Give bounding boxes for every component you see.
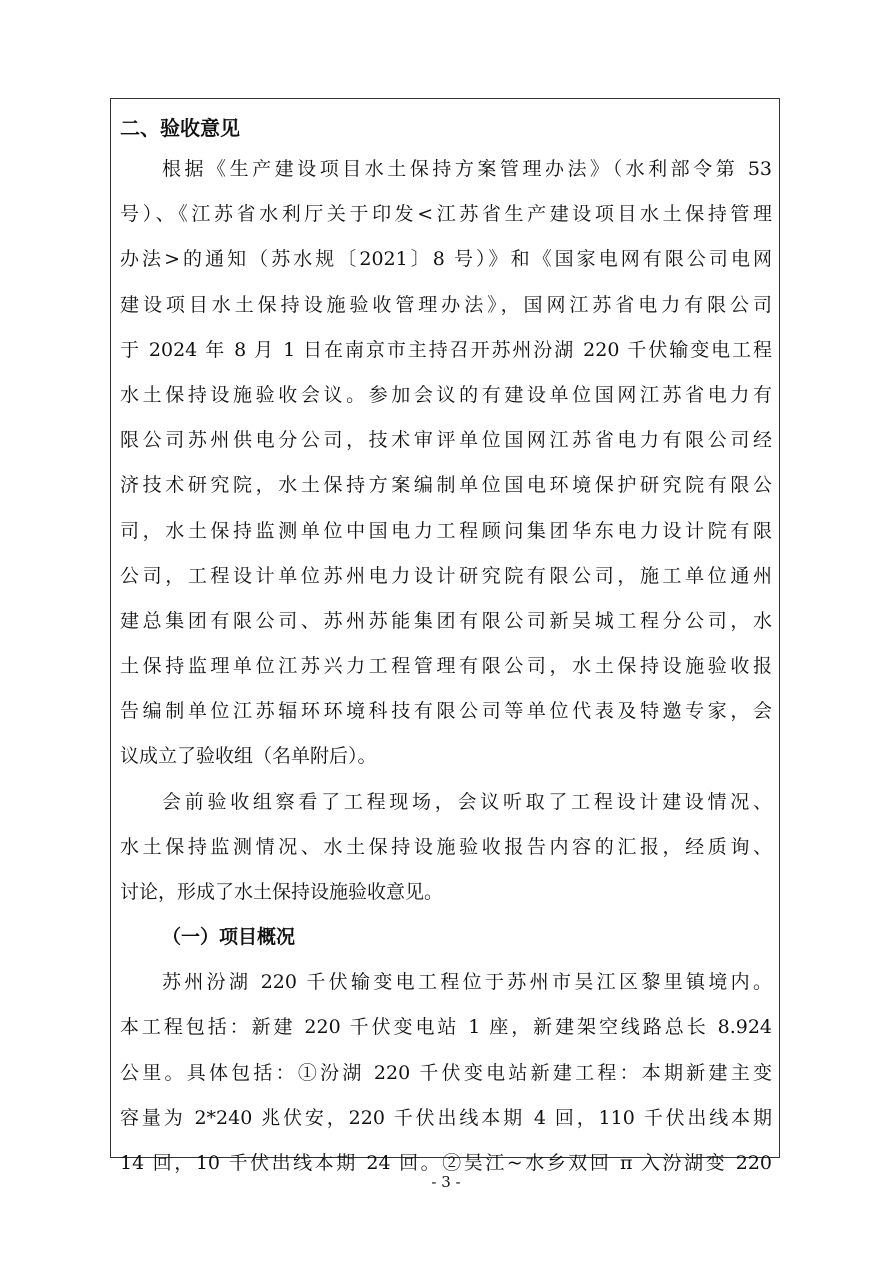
page-frame bbox=[110, 98, 780, 1174]
paragraph-legal-basis bbox=[120, 147, 772, 780]
document-body bbox=[120, 109, 772, 1186]
text-line: 限公司苏州供电分公司，技术审评单位国网江苏省电力有限公司经 bbox=[120, 429, 772, 452]
text-line: 本工程包括：新建 220 千伏变电站 1 座，新建架空线路总长 8.924 bbox=[120, 1016, 772, 1039]
text-line: 公司，工程设计单位苏州电力设计研究院有限公司，施工单位通州 bbox=[120, 564, 772, 587]
text-line: 讨论，形成了水土保持设施验收意见。 bbox=[120, 881, 444, 903]
text-line: 水土保持监测情况、水土保持设施验收报告内容的汇报，经质询、 bbox=[120, 835, 772, 858]
paragraph-overview bbox=[120, 960, 772, 1186]
section-title: 二、验收意见 bbox=[120, 116, 240, 140]
text-line: 容量为 2*240 兆伏安，220 千伏出线本期 4 回，110 千伏出线本期 bbox=[120, 1106, 772, 1129]
page-number: - 3 - bbox=[431, 1173, 461, 1191]
text-line: 会前验收组察看了工程现场，会议听取了工程设计建设情况、 bbox=[162, 790, 772, 813]
text-line: 建设项目水土保持设施验收管理办法》，国网江苏省电力有限公司 bbox=[120, 293, 772, 316]
text-line: 公里。具体包括：①汾湖 220 千伏变电站新建工程：本期新建主变 bbox=[120, 1061, 772, 1084]
subsection-title: （一）项目概况 bbox=[162, 926, 296, 949]
text-line: 14 回，10 千伏出线本期 24 回。②吴江~水乡双回 π 入汾湖变 220 bbox=[120, 1151, 772, 1174]
text-line: 司，水土保持监测单位中国电力工程顾问集团华东电力设计院有限 bbox=[120, 519, 772, 542]
text-line: 水土保持设施验收会议。参加会议的有建设单位国网江苏省电力有 bbox=[120, 383, 772, 406]
paragraph-meeting bbox=[120, 780, 772, 916]
text-line: 于 2024 年 8 月 1 日在南京市主持召开苏州汾湖 220 千伏输变电工程 bbox=[120, 338, 772, 361]
text-line: 办法>的通知（苏水规〔2021〕8 号）》和《国家电网有限公司电网 bbox=[120, 248, 772, 271]
text-line: 议成立了验收组（名单附后）。 bbox=[120, 745, 377, 768]
text-line: 苏州汾湖 220 千伏输变电工程位于苏州市吴江区黎里镇境内。 bbox=[162, 971, 772, 994]
text-line: 告编制单位江苏辐环环境科技有限公司等单位代表及特邀专家，会 bbox=[120, 700, 772, 723]
text-line: 号）、《江苏省水利厅关于印发<江苏省生产建设项目水土保持管理 bbox=[120, 203, 772, 226]
text-line: 济技术研究院，水土保持方案编制单位国电环境保护研究院有限公 bbox=[120, 474, 772, 497]
text-line: 根据《生产建设项目水土保持方案管理办法》（水利部令第 53 bbox=[162, 158, 772, 180]
text-line: 土保持监理单位江苏兴力工程管理有限公司，水土保持设施验收报 bbox=[120, 655, 772, 678]
text-line: 建总集团有限公司、苏州苏能集团有限公司新吴城工程分公司，水 bbox=[120, 609, 772, 632]
